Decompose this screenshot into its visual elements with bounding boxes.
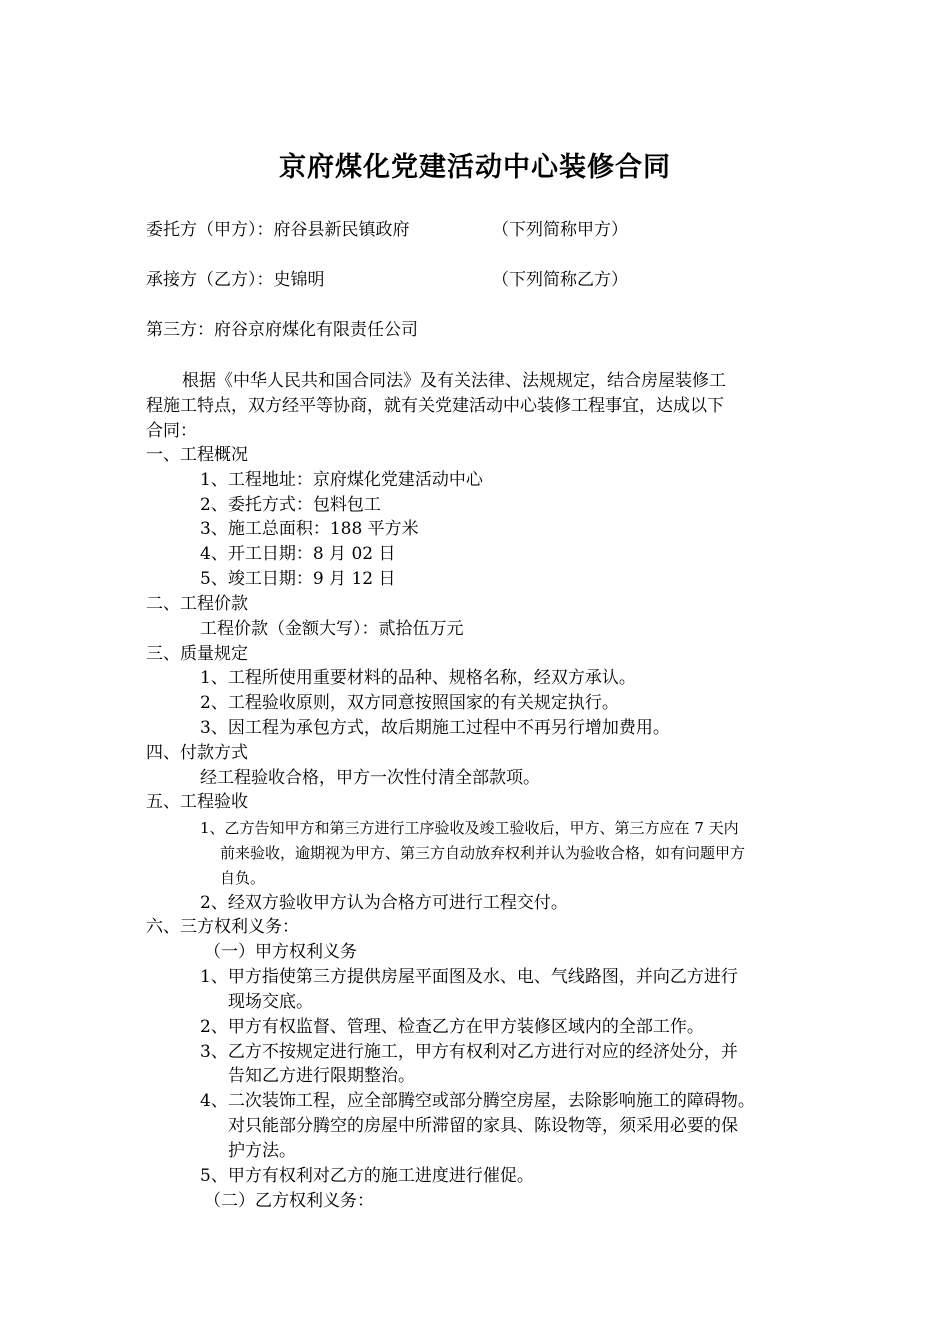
list-item: 5、甲方有权利对乙方的施工进度进行催促。: [200, 1166, 534, 1186]
section-heading: 二、工程价款: [146, 594, 248, 614]
list-item: 2、工程验收原则，双方同意按照国家的有关规定执行。: [200, 693, 619, 713]
list-item: 1、工程地址：京府煤化党建活动中心: [200, 470, 483, 490]
third-party-label: 第三方：府谷京府煤化有限责任公司: [146, 320, 418, 340]
list-item: 3、施工总面积：188 平方米: [200, 519, 419, 539]
party-a-note: （下列简称甲方）: [492, 220, 628, 240]
party-b-note: （下列简称乙方）: [492, 270, 628, 290]
list-item: 1、甲方指使第三方提供房屋平面图及水、电、气线路图，并向乙方进行: [200, 967, 738, 987]
list-item: 5、竣工日期：9 月 12 日: [200, 569, 396, 589]
section-heading: 一、工程概况: [146, 445, 248, 465]
section-text: 经工程验收合格，甲方一次性付清全部款项。: [200, 768, 540, 788]
section-text: 工程价款（金额大写）：贰拾伍万元: [200, 619, 464, 639]
preamble-line: 程施工特点，双方经平等协商，就有关党建活动中心装修工程事宜，达成以下: [146, 396, 724, 416]
section-heading: 六、三方权利义务：: [146, 917, 299, 937]
list-item: 4、二次装饰工程，应全部腾空或部分腾空房屋，去除影响施工的障碍物。: [200, 1091, 755, 1111]
section-heading: 四、付款方式: [146, 743, 248, 763]
list-item: 2、委托方式：包料包工: [200, 495, 381, 515]
list-item: 3、乙方不按规定进行施工，甲方有权利对乙方进行对应的经济处分，并: [200, 1042, 738, 1062]
list-item-continuation: 现场交底。: [228, 992, 313, 1012]
list-item: 3、因工程为承包方式，故后期施工过程中不再另行增加费用。: [200, 718, 670, 738]
list-item-continuation: 前来验收，逾期视为甲方、第三方自动放弃权利并认为验收合格，如有问题甲方: [220, 844, 746, 862]
list-item: 2、甲方有权监督、管理、检查乙方在甲方装修区域内的全部工作。: [200, 1017, 704, 1037]
list-item: 2、经双方验收甲方认为合格方可进行工程交付。: [200, 893, 568, 913]
list-item-continuation: 告知乙方进行限期整治。: [228, 1066, 415, 1086]
party-b-label: 承接方（乙方）：史锦明: [146, 270, 325, 290]
preamble-line: 合同：: [146, 421, 197, 441]
subsection-heading: （二）乙方权利义务：: [204, 1191, 374, 1211]
section-heading: 五、工程验收: [146, 792, 248, 812]
list-item-continuation: 护方法。: [228, 1141, 296, 1161]
preamble-line: 根据《中华人民共和国合同法》及有关法律、法规规定，结合房屋装修工: [182, 371, 726, 391]
party-a-label: 委托方（甲方）：府谷县新民镇政府: [146, 220, 410, 240]
list-item-continuation: 自负。: [220, 869, 266, 887]
section-heading: 三、质量规定: [146, 644, 248, 664]
list-item-continuation: 对只能部分腾空的房屋中所滞留的家具、陈设物等，须采用必要的保: [228, 1116, 738, 1136]
list-item: 1、工程所使用重要材料的品种、规格名称，经双方承认。: [200, 668, 636, 688]
list-item: 4、开工日期：8 月 02 日: [200, 544, 396, 564]
list-item: 1、乙方告知甲方和第三方进行工序验收及竣工验收后，甲方、第三方应在 7 天内: [200, 819, 739, 837]
document-title: 京府煤化党建活动中心装修合同: [279, 152, 671, 183]
subsection-heading: （一）甲方权利义务: [204, 942, 357, 962]
